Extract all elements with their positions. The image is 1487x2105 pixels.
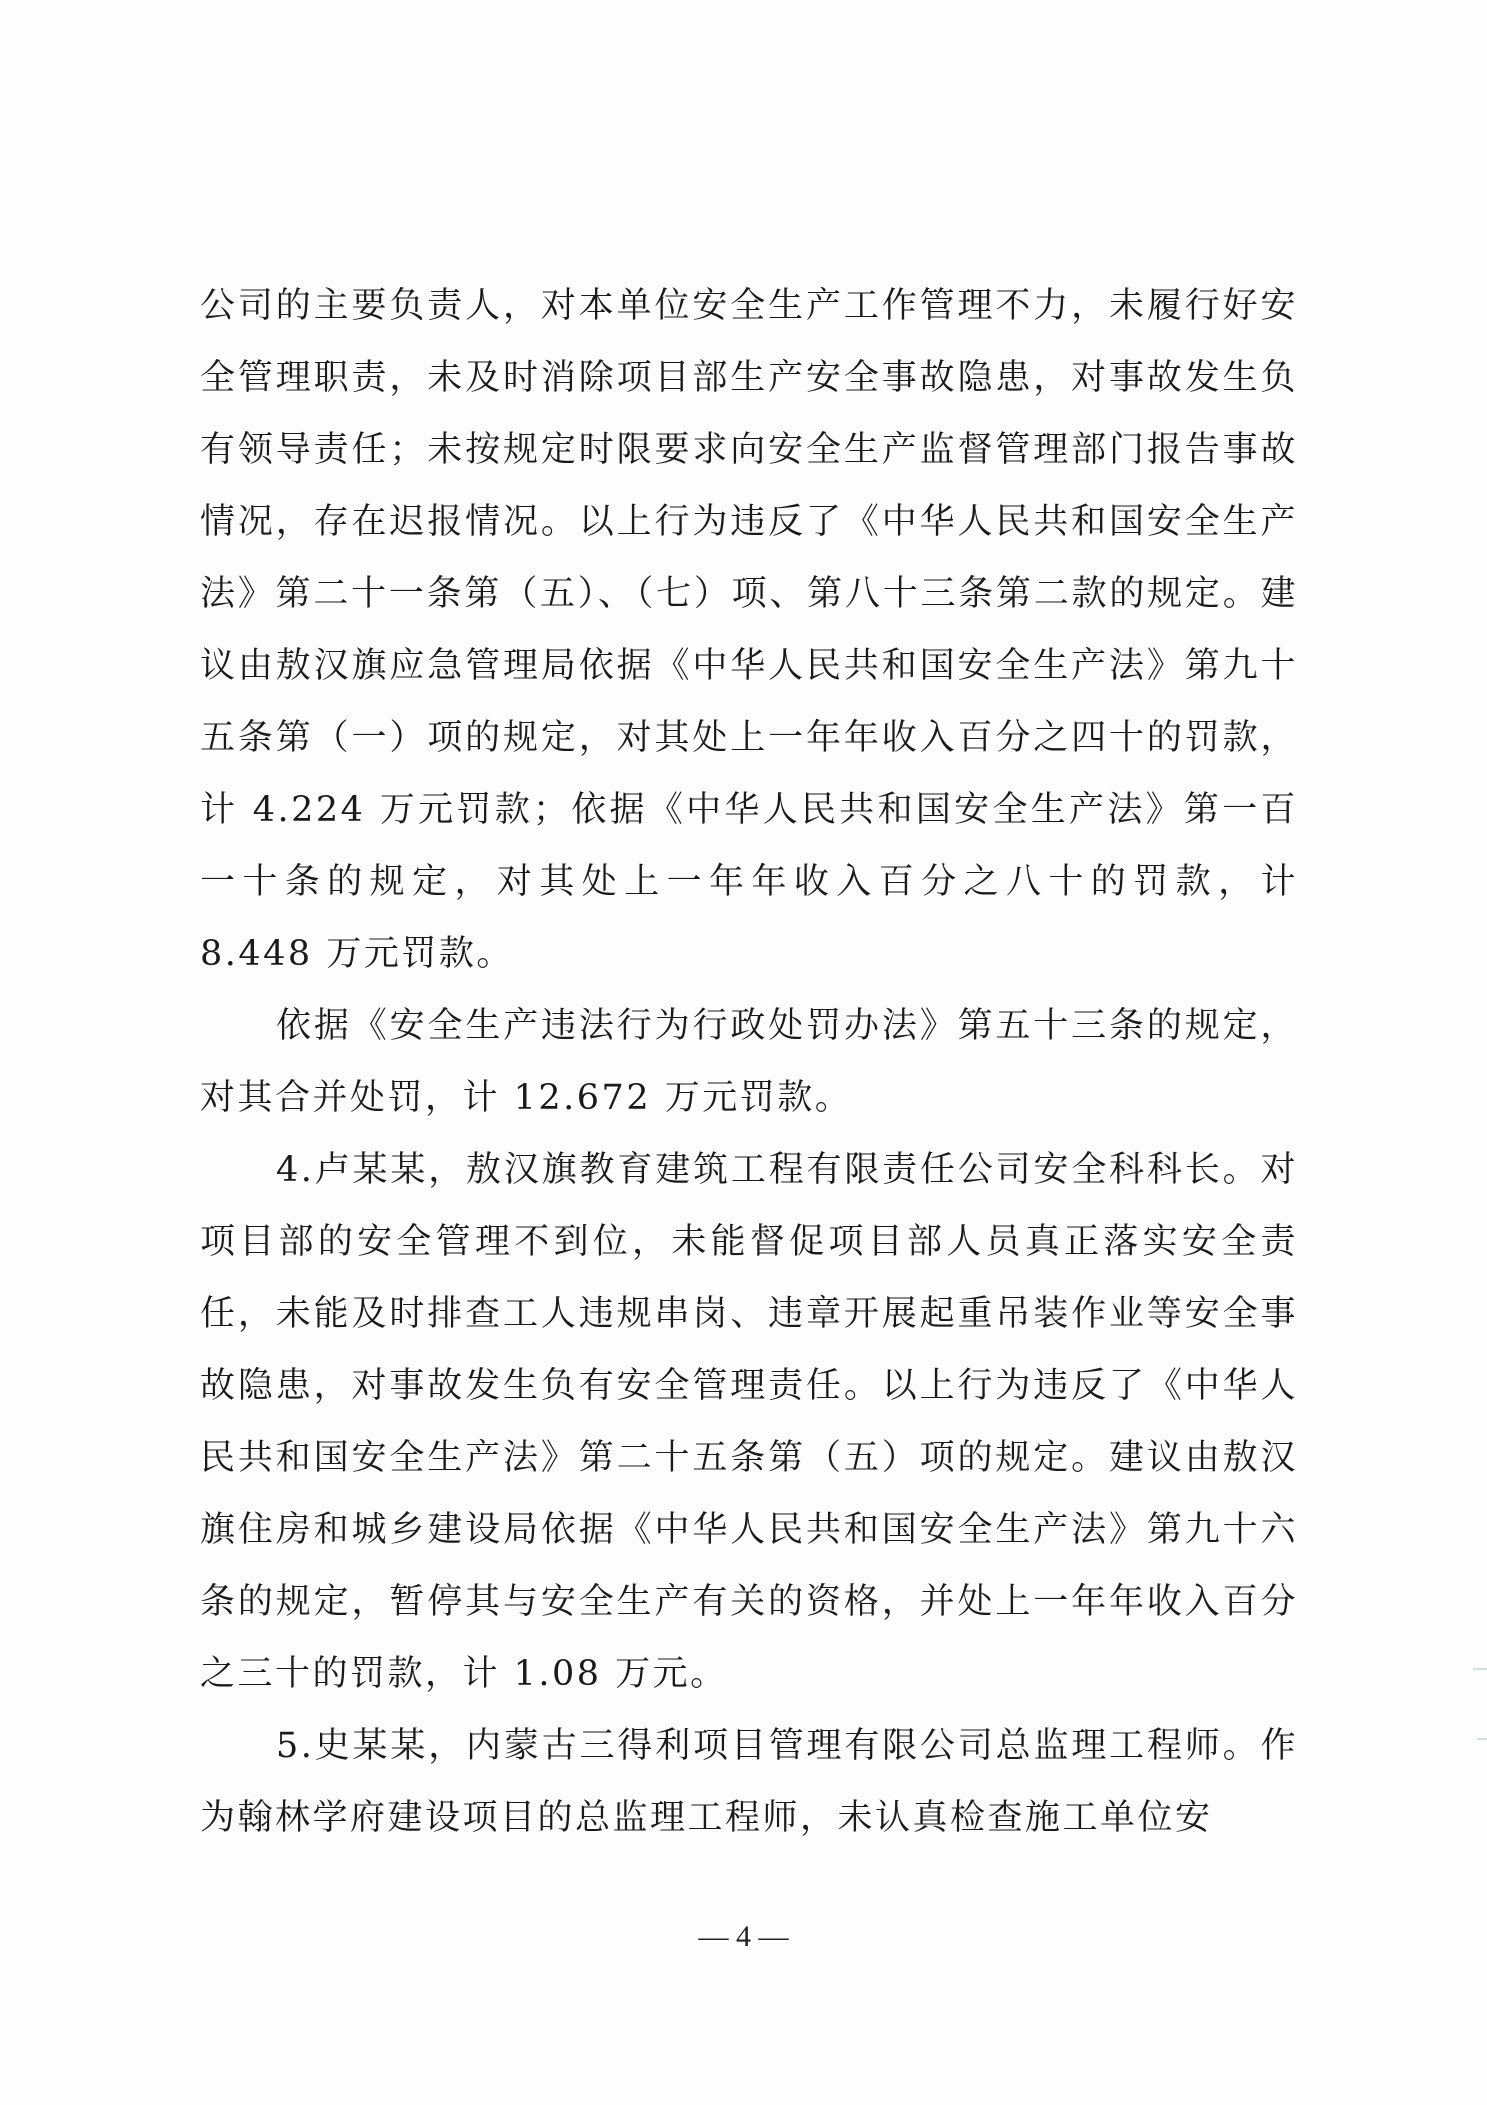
paragraph-combined-penalty: 依据《安全生产违法行为行政处罚办法》第五十三条的规定，对其合并处罚，计 12.672 万元罚款。 — [200, 1006, 1298, 1118]
paragraph-item-5: 5.史某某，内蒙古三得利项目管理有限公司总监理工程师。作为翰林学府建设项目的总监理工程师，未认真检查施工单位安 — [200, 1726, 1298, 1838]
page-number: — 4 — — [698, 1920, 789, 1953]
scan-edge-mark — [1473, 1668, 1487, 1670]
paragraph-continued: 公司的主要负责人，对本单位安全生产工作管理不力，未履行好安全管理职责，未及时消除项目部生产安全事故隐患，对事故发生负有领导责任；未按规定时限要求向安全生产监督管理部门报告事故情况，存在迟报情况。以上行为违反了《中华人民共和国安全生产法》第二十一条第（五）、（七）项、第八十三条第二款的规定。建议由敖汉旗应急管理局依据《中华人民共和国安全生产法》第九十五条第（一）项的规定，对其处上一年年收入百分之四十的罚款，计 4.224 万元罚款；依据《中华人民共和国安全生产法》第一百一十条的规定，对其处上一年年收入百分之八十的罚款，计 8.448 万元罚款。 — [200, 286, 1298, 974]
scan-edge-mark — [1477, 1738, 1487, 1740]
paragraph-item-4: 4.卢某某，敖汉旗教育建筑工程有限责任公司安全科科长。对项目部的安全管理不到位，未能督促项目部人员真正落实安全责任，未能及时排查工人违规串岗、违章开展起重吊装作业等安全事故隐患，对事故发生负有安全管理责任。以上行为违反了《中华人民共和国安全生产法》第二十五条第（五）项的规定。建议由敖汉旗住房和城乡建设局依据《中华人民共和国安全生产法》第九十六条的规定，暂停其与安全生产有关的资格，并处上一年年收入百分之三十的罚款，计 1.08 万元。 — [200, 1150, 1298, 1694]
document-body — [200, 270, 1298, 1854]
